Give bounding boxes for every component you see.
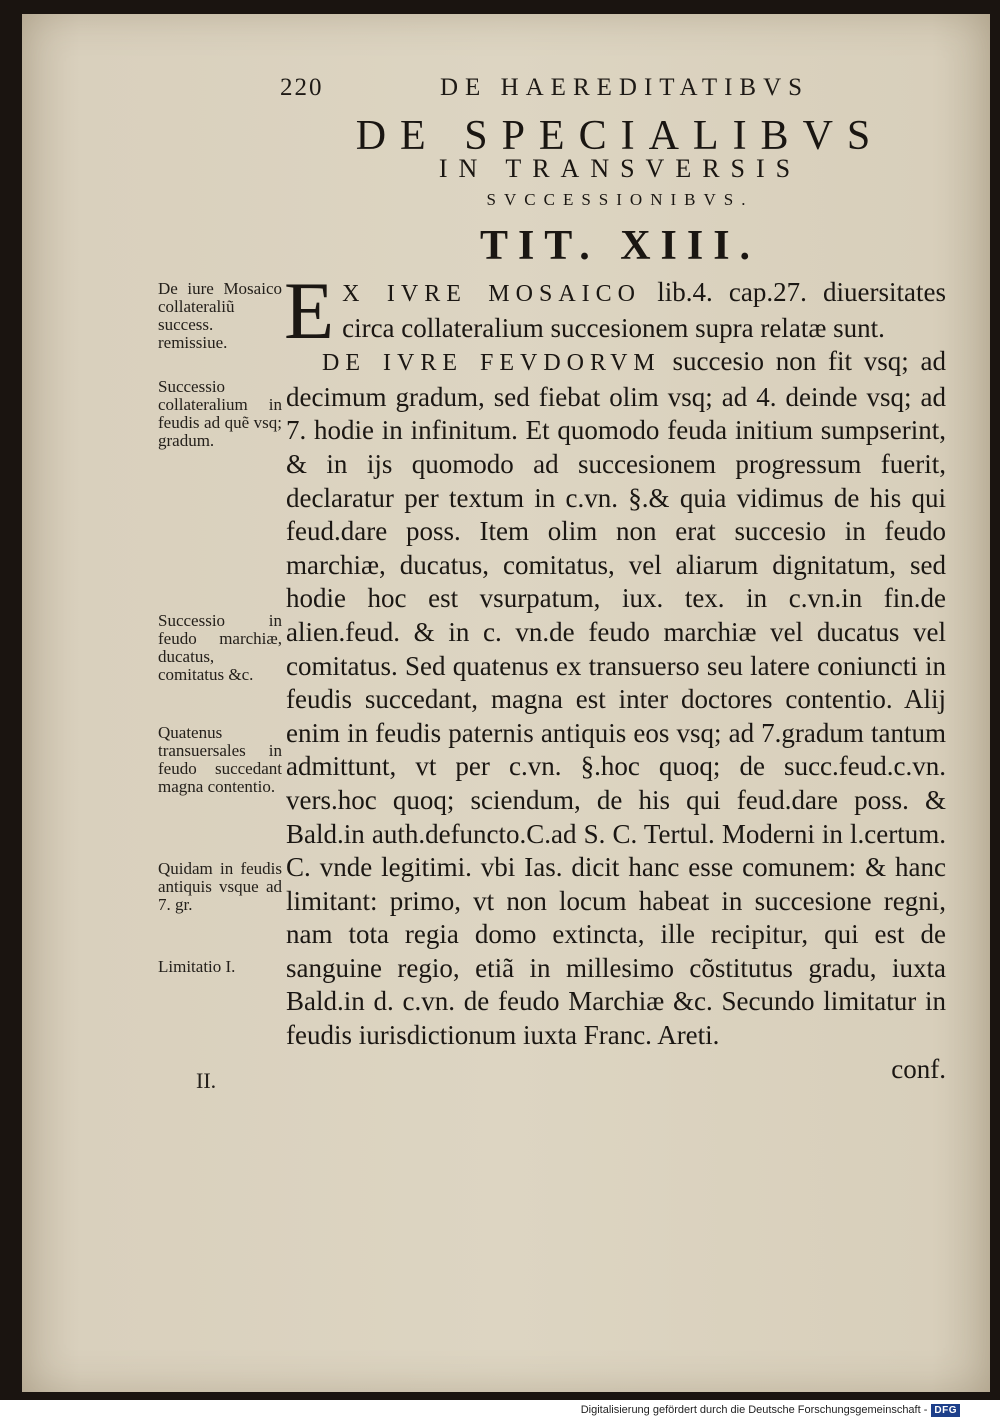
page-number: 220 (280, 74, 324, 101)
dfg-logo: DFG (931, 1404, 960, 1417)
footer-credit-text: Digitalisierung gefördert durch die Deutsche Forschungsgemeinschaft - (580, 1404, 928, 1416)
section-title-line-3: SVCCESSIONIBVS. (486, 190, 754, 209)
body-text (284, 265, 947, 1086)
paragraph-1-text: lib.4. cap.27. diuersitates circa collateralium succesionem supra relatæ sunt. (342, 277, 947, 343)
paragraph-1-caps: X IVRE MOSAICO (342, 281, 641, 307)
marginal-note: Successio in feudo marchiæ, ducatus, comitatus &c. (158, 611, 282, 684)
title-number: TIT. XIII. (479, 223, 761, 269)
marginal-note: De iure Mosaico collateraliũ success. remissiue. (158, 279, 282, 352)
paragraph-2 (286, 345, 946, 1052)
paragraph-1 (284, 265, 947, 356)
drop-cap: E (284, 265, 335, 356)
marginal-note: Successio collateralium in feudis ad quẽ vsq; gradum. (158, 377, 282, 450)
section-title-line-2: IN TRANSVERSIS (438, 154, 802, 183)
running-head (0, 66, 1000, 106)
footer-credit (0, 1404, 960, 1424)
paragraph-2-caps: DE IVRE FEVDORVM (322, 350, 661, 377)
marginal-note: Quidam in feudis antiquis vsque ad 7. gr. (158, 859, 282, 914)
catchword: conf. (891, 1053, 946, 1084)
section-title-line-1: DE SPECIALIBVS (355, 113, 885, 159)
marginal-note: II. (196, 1068, 217, 1093)
running-title: DE HAEREDITATIBVS (440, 74, 810, 101)
paragraph-2-text: succesio non fit vsq; ad decimum gradum, sed fiebat olim vsq; ad 4. deinde vsq; ad 7. hodie in infinitum. Et quomodo feuda initium sumpserint, & in ijs quomodo ad succesionem progressum fuerit, declaratur per textum in c.vn. §.& quia vidimus de his qui feud.dare poss. Item olim non erat succesio in feudo marchiæ, ducatus, comitatus, vel aliarum dignitatum, sed hodie hoc est vsurpatum, iux. tex. in c.vn.in fin.de alien.feud. & in c. vn.de feudo marchiæ vel ducatus vel comitatus. Sed quatenus ex transuerso seu latere coniuncti in feudis succedant, magna est inter doctores contentio. Alij enim in feudis paternis antiquis eos vsq; ad 7.gradum tantum admittunt, vt per c.vn. §.hoc quoq; de succ.feud.c.vn. vers.hoc quoq; sciendum, de his qui feud.dare poss. & Bald.in auth.defuncto.C.ad S. C. Tertul. Moderni in l.certum. C. vnde legitimi. vbi Ias. dicit hanc esse comunem: & hanc limitant: primo, vt non locum habeat in succesione regni, nam tota regia domo extincta, ille recipitur, qui est de sanguine regio, etiã in millesimo cõstitutus gradu, iuxta Bald.in d. c.vn. de feudo Marchiæ &c. Secundo limitatur in feudis iurisdictionum iuxta Franc. Areti. (286, 346, 947, 1051)
marginal-note: Quatenus transuersales in feudo succedant magna contentio. (158, 723, 282, 796)
marginal-note: Limitatio I. (158, 957, 236, 976)
